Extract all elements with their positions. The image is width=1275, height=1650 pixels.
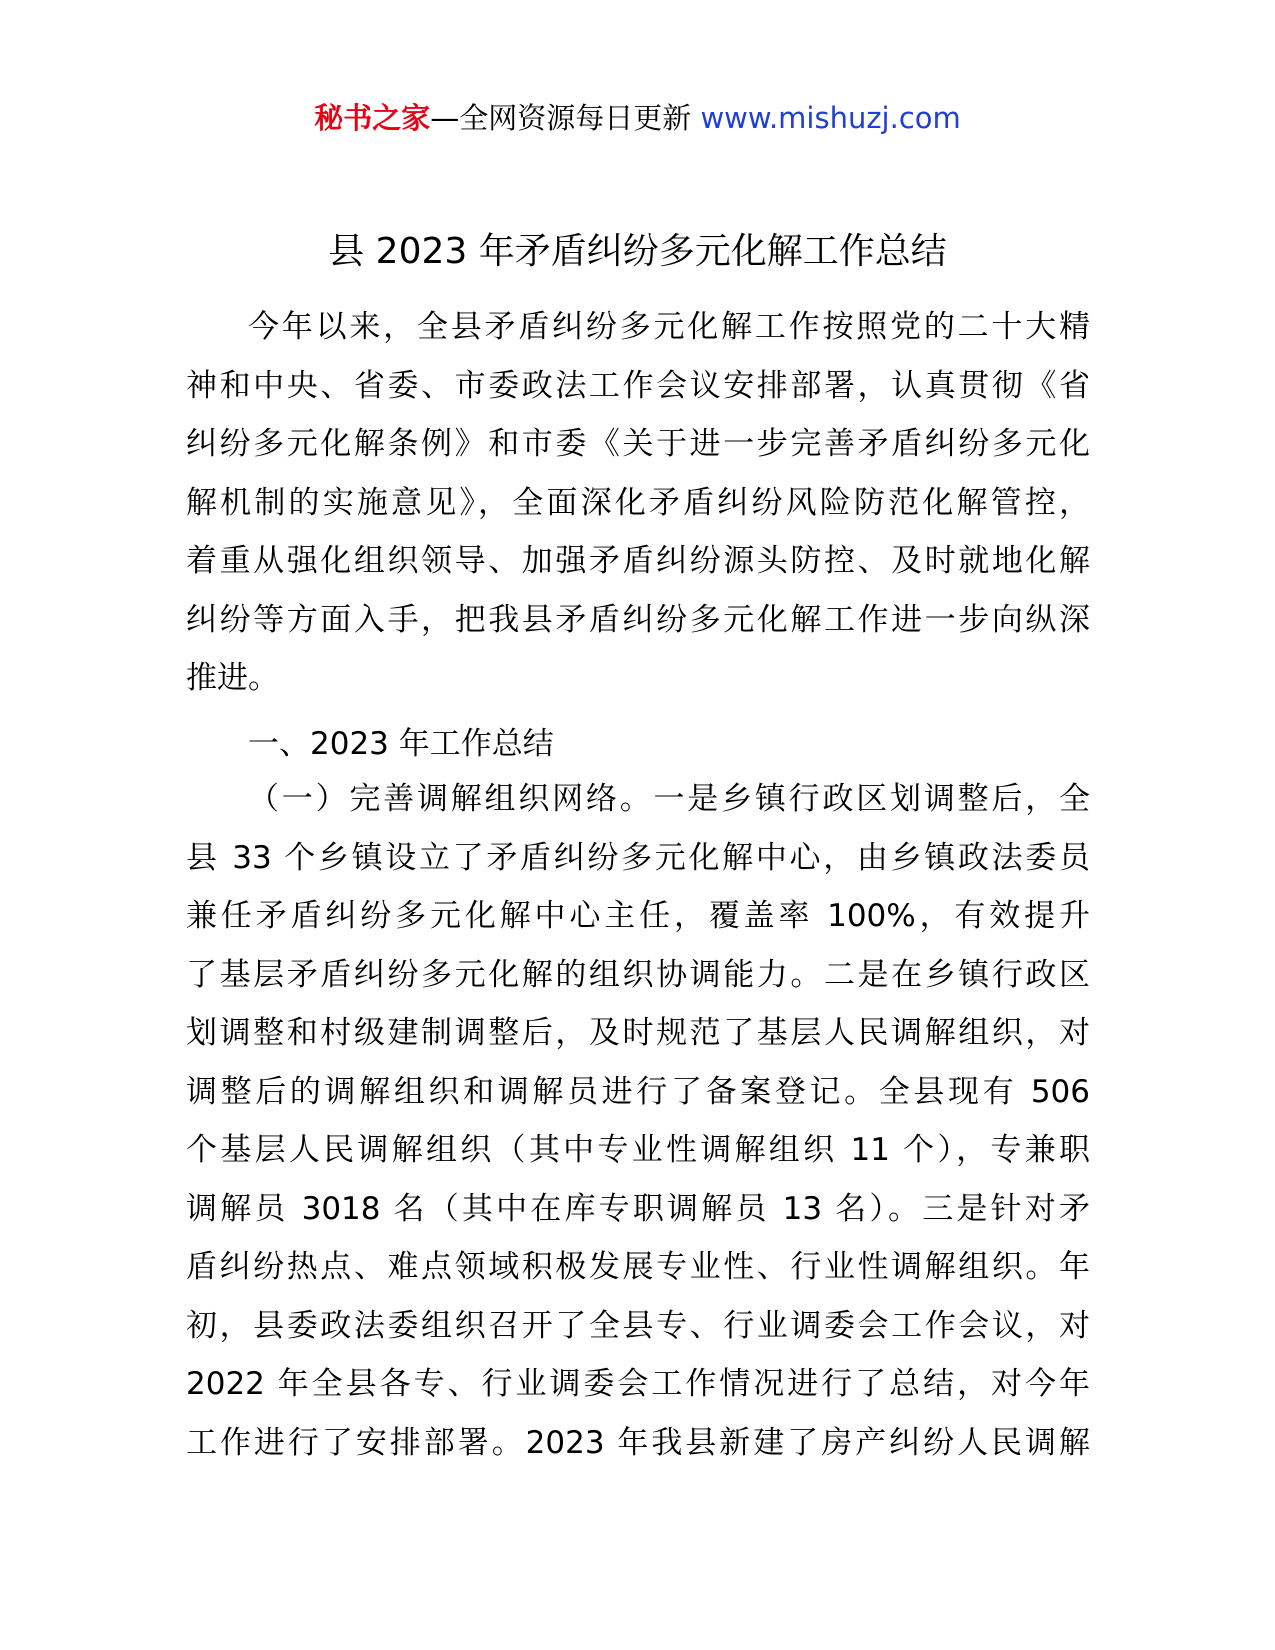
paragraph-line: 划调整和村级建制调整后，及时规范了基层人民调解组织，对 bbox=[186, 1015, 1090, 1051]
section1-paragraph bbox=[186, 770, 1090, 1472]
paragraph-line: 2022 年全县各专、行业调委会工作情况进行了总结，对今年 bbox=[186, 1366, 1090, 1402]
site-header bbox=[0, 96, 1275, 140]
paragraph-line: 调解员 3018 名（其中在库专职调解员 13 名）。三是针对矛 bbox=[186, 1190, 1090, 1227]
paragraph-line: 纠纷等方面入手，把我县矛盾纠纷多元化解工作进一步向纵深 bbox=[186, 601, 1090, 638]
paragraph-line: 个基层人民调解组织（其中专业性调解组织 11 个），专兼职 bbox=[186, 1132, 1090, 1168]
paragraph-line: 神和中央、省委、市委政法工作会议安排部署，认真贯彻《省 bbox=[186, 367, 1090, 404]
paragraph-line: 解机制的实施意见》，全面深化矛盾纠纷风险防范化解管控， bbox=[186, 484, 1090, 521]
site-url-link[interactable]: www.mishuzj.com bbox=[700, 101, 961, 135]
section-heading-text: 一、2023 年工作总结 bbox=[248, 726, 554, 762]
paragraph-line: 兼任矛盾纠纷多元化解中心主任，覆盖率 100%，有效提升 bbox=[186, 898, 1090, 934]
document-title: 县 2023 年矛盾纠纷多元化解工作总结 bbox=[328, 231, 947, 272]
paragraph-line: 推进。 bbox=[186, 660, 279, 696]
section-heading bbox=[186, 715, 1090, 774]
paragraph-line: 纠纷多元化解条例》和市委《关于进一步完善矛盾纠纷多元化 bbox=[186, 426, 1090, 462]
paragraph-line: 调整后的调解组织和调解员进行了备案登记。全县现有 506 bbox=[186, 1073, 1090, 1110]
paragraph-line: 了基层矛盾纠纷多元化解的组织协调能力。二是在乡镇行政区 bbox=[186, 956, 1090, 993]
paragraph-line: 初，县委政法委组织召开了全县专、行业调委会工作会议，对 bbox=[186, 1307, 1090, 1344]
paragraph-line: 工作进行了安排部署。2023 年我县新建了房产纠纷人民调解 bbox=[186, 1424, 1090, 1461]
site-brand: 秘书之家 bbox=[314, 101, 431, 135]
intro-paragraph bbox=[186, 298, 1090, 708]
paragraph-line: 盾纠纷热点、难点领域积极发展专业性、行业性调解组织。年 bbox=[186, 1249, 1090, 1285]
paragraph-line: 着重从强化组织领导、加强矛盾纠纷源头防控、及时就地化解 bbox=[186, 543, 1090, 579]
paragraph-line: 县 33 个乡镇设立了矛盾纠纷多元化解中心，由乡镇政法委员 bbox=[186, 839, 1090, 876]
paragraph-line: 今年以来，全县矛盾纠纷多元化解工作按照党的二十大精 bbox=[248, 309, 1090, 345]
site-slogan: —全网资源每日更新 bbox=[430, 101, 692, 135]
paragraph-line: （一）完善调解组织网络。一是乡镇行政区划调整后，全 bbox=[248, 781, 1090, 817]
